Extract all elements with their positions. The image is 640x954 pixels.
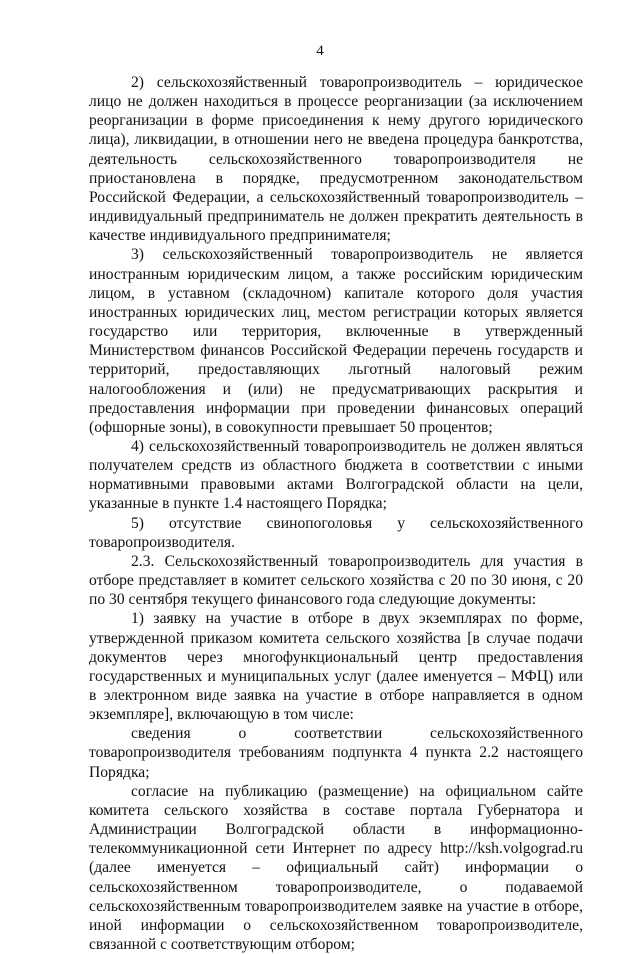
paragraph-section-2-3: 2.3. Сельскохозяйственный товаропроизводитель для участия в отборе представляет в комитет сельского хозяйства с 20 по 30 июня, с 20 по 30 сентября текущего финансового года следующие документы: — [89, 552, 583, 609]
paragraph-requirement-5: 5) отсутствие свинопоголовья у сельскохозяйственного товаропроизводителя. — [89, 514, 583, 551]
paragraph-publication-consent: согласие на публикацию (размещение) на официальном сайте комитета сельского хозяйства в составе портала Губернатора и Администрации Волгоградской области в информационно-телекоммуникационной сети Интернет по адресу http://ksh.volgograd.ru (далее именуется – официальный сайт) информации о сельскохозяйственном товаропроизводителе, о подаваемой сельскохозяйственным товаропроизводителем заявке на участие в отборе, иной информации о сельскохозяйственном товаропроизводителе, связанной с соответствующим отбором; — [89, 782, 583, 954]
page-number: 4 — [316, 43, 324, 59]
paragraph-requirement-4: 4) сельскохозяйственный товаропроизводитель не должен являться получателем средств из областного бюджета в соответствии с иными нормативными правовыми актами Волгоградской области на цели, указанные в пункте 1.4 настоящего Порядка; — [89, 437, 583, 513]
paragraph-document-1: 1) заявку на участие в отборе в двух экземплярах по форме, утвержденной приказом комитета сельского хозяйства [в случае подачи документов через многофункциональный центр предоставления государственных и муниципальных услуг (далее именуется – МФЦ) или в электронном виде заявка на участие в отборе направляется в одном экземпляре], включающую в том числе: — [89, 610, 583, 724]
document-body — [89, 73, 583, 954]
paragraph-compliance-info: сведения о соответствии сельскохозяйственного товаропроизводителя требованиям подпункта 4 пункта 2.2 настоящего Порядка; — [89, 725, 583, 781]
paragraph-requirement-2: 2) сельскохозяйственный товаропроизводитель – юридическое лицо не должен находиться в процессе реорганизации (за исключением реорганизации в форме присоединения к нему другого юридического лица), ликвидации, в отношении него не введена процедура банкротства, деятельность сельскохозяйственного товаропроизводителя не приостановлена в порядке, предусмотренном законодательством Российской Федерации, а сельскохозяйственный товаропроизводитель – индивидуальный предприниматель не должен прекратить деятельность в качестве индивидуального предпринимателя; — [89, 74, 583, 245]
paragraph-requirement-3: 3) сельскохозяйственный товаропроизводитель не является иностранным юридическим лицом, а также российским юридическим лицом, в уставном (складочном) капитале которого доля участия иностранных юридических лиц, местом регистрации которых является государство или территория, включенные в утвержденный Министерством финансов Российской Федерации перечень государств и территорий, предоставляющих льготный налоговый режим налогообложения и (или) не предусматривающих раскрытия и предоставления информации при проведении финансовых операций (офшорные зоны), в совокупности превышает 50 процентов; — [89, 246, 583, 436]
